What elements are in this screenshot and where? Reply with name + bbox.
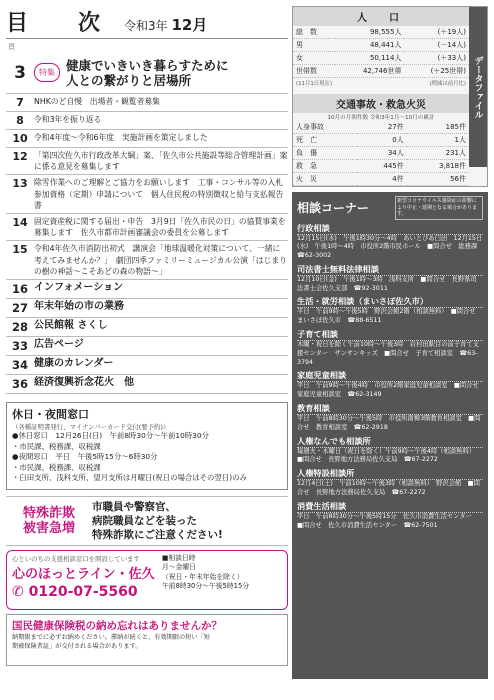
- tax-title: 国民健康保険税の納め忘れはありませんか？: [12, 619, 222, 632]
- toc-item-text: 広告ページ: [34, 339, 84, 351]
- toc-page-number: 33: [11, 339, 28, 354]
- holiday-line: ・市民課、税務課、収税課: [12, 441, 101, 451]
- hotline-phone[interactable]: ✆ 0120-07-5560: [12, 583, 138, 600]
- toc-item[interactable]: [6, 175, 288, 214]
- toc-item-text: NHKのど自慢 出場者・観覧者募集: [34, 97, 160, 106]
- holiday-line: ・市民課、税務課、収税課: [12, 462, 101, 472]
- toc-page-number: 8: [16, 114, 24, 127]
- toc-item-text: 固定資産税に関する届出・申告 3月9日「佐久市民の日」の協賛事業を募集します 佐久市都市計画審議会の委員を公募します: [34, 217, 286, 238]
- traffic-table: [293, 94, 469, 186]
- consultation-detail: 毎週火・木曜日（祝日を除く）午前9時～午後4時（相談無料） ■問合せ 長野地方法務局佐久支局 ☎67-2272: [297, 447, 479, 464]
- toc-item[interactable]: [6, 318, 288, 337]
- kokoro-hotline-box: [6, 550, 288, 610]
- consultation-heading: 人権特設相談所: [297, 468, 483, 480]
- consultation-heading: 家庭児童相談: [297, 370, 483, 382]
- toc-item-text: 年末年始の市の業務: [34, 301, 124, 313]
- toc-item-text: 令和3年を振り返る: [34, 115, 102, 124]
- data-file-box: [292, 6, 488, 187]
- toc-item-text: 令和4年佐久市消防出初式 講演会「地球温暖化対策について、一緒に考えてみませんか？」 劇団四季ファミリーミュージカル公演「はじまりの樹の神話～こそあどの森の物語～」: [34, 244, 287, 276]
- consultation-title: 相談コーナー: [297, 201, 370, 216]
- toc-item[interactable]: [6, 280, 288, 299]
- traffic-row: 火 災 4件 56件: [293, 173, 469, 186]
- traffic-title: 交通事故・救急火災: [293, 94, 469, 113]
- toc-page-number: 13: [12, 177, 28, 191]
- consultation-heading: 司法書士無料法律相談: [297, 264, 483, 276]
- consultation-detail: 平日 午前8時30分～午後5時15分 佐久市消費生活センター ■問合せ 佐久市消費生活センター ☎62-7501: [297, 512, 479, 529]
- consultation-heading: 行政相談: [297, 223, 483, 235]
- data-file-label: データファイル: [469, 7, 487, 167]
- toc-page-number: 36: [11, 377, 28, 392]
- toc-item[interactable]: [6, 241, 288, 280]
- feature-tag: 特集: [34, 63, 60, 82]
- toc-feature[interactable]: [6, 52, 288, 94]
- hotline-intro: 心といのちの支援相談窓口を開設しています: [12, 554, 140, 563]
- toc-item-text: 公民館報 さくし: [34, 320, 108, 332]
- toc-page-number: 34: [11, 358, 28, 373]
- consultation-corner: [292, 192, 488, 679]
- toc-item[interactable]: [6, 112, 288, 130]
- population-row: 男 48,441人 (－14人): [293, 39, 469, 52]
- traffic-row: 死 亡 0人 1人: [293, 134, 469, 147]
- consultation-heading: 消費生活相談: [297, 501, 483, 513]
- toc-item[interactable]: [6, 337, 288, 356]
- consultation-detail: 12月15日(水) 午後1時30分～4時 あいとぴあ臼田 12月15日(水) 午後1時～4時 市役所2階市民ホール ■問合せ 総務課 ☎62-3002: [297, 234, 484, 260]
- toc-page-number: 28: [11, 320, 28, 335]
- consultation-heading: 生活・就労相談（まいさぽ佐久市）: [297, 296, 483, 308]
- consultation-heading: 教育相談: [297, 403, 483, 415]
- hotline-name: 心のほっとライン・佐久: [12, 566, 155, 582]
- consultation-heading: 人権なんでも相談所: [297, 436, 483, 448]
- consultation-item: [297, 296, 483, 326]
- toc-item[interactable]: [6, 299, 288, 318]
- toc-page-number: 15: [12, 243, 28, 257]
- toc-page-number: 10: [12, 132, 28, 145]
- toc-page-number: 3: [14, 62, 26, 83]
- toc-item-text: インフォメーション: [34, 282, 124, 294]
- holiday-window-box: [6, 402, 288, 490]
- issue-label: 令和3年 12月: [124, 16, 208, 34]
- consultation-item: [297, 501, 483, 531]
- feature-title-line2: 人との繋がりと居場所: [66, 72, 192, 88]
- feature-title-line1: 健康でいきいき暮らすために: [66, 57, 229, 73]
- page-title: 目 次: [6, 11, 115, 36]
- toc-item[interactable]: [6, 130, 288, 148]
- consultation-item: [297, 468, 483, 498]
- traffic-subtitle: 10月の月間件数 令和3年1月～10月の累計: [327, 115, 435, 121]
- population-row: 総 数 98,555人 (＋19人): [293, 26, 469, 39]
- toc-item[interactable]: [6, 375, 288, 394]
- left-column: [6, 6, 288, 666]
- toc-item-text: 「第四次佐久市行政改革大綱」案、「佐久市公共施設等総合管理計画」案に係る意見を募集します: [34, 151, 288, 172]
- toc-item[interactable]: [6, 214, 288, 241]
- consultation-detail: 平日 午前9時～午後4時 市役所2階家庭児童相談室 ■問合せ 家庭児童相談室 ☎62-3149: [297, 382, 485, 399]
- tax-reminder: [6, 614, 288, 666]
- traffic-row: 救 急 445件 3,818件: [293, 160, 469, 173]
- toc-item-text: 経済復興祈念花火 他: [34, 377, 134, 389]
- population-date: (11月1日現在): [296, 81, 333, 87]
- population-table: [293, 7, 469, 88]
- tax-text: 納期限までに必ずお納めください。滞納が続くと、有効期限の短い「短期被保険者証」が交付される場合があります。: [12, 633, 210, 650]
- consultation-detail: 12月10日(金) 午後1時～3時 浅科支所 ■問合せ 長野県司法書士会佐久支部 ☎92-3011: [297, 275, 477, 292]
- consultation-detail: 平日 午前9時～午後5時 野沢会館2階（相談無料） ■問合せ まいさぽ佐久市 ☎88-6511: [297, 308, 482, 325]
- holiday-title: 休日・夜間窓口: [12, 408, 89, 422]
- population-row: 世帯数 42,746世帯 (＋25世帯): [293, 65, 469, 78]
- toc-page-number: 16: [11, 282, 28, 297]
- toc-page-number: 27: [11, 301, 28, 316]
- covid-note: 新型コロナウイルス感染症の影響により中止・延期となる場合があります。: [395, 196, 483, 220]
- consultation-item: [297, 264, 483, 294]
- toc-page-number: 12: [12, 150, 28, 163]
- consultation-item: [297, 223, 483, 261]
- population-row: 女 50,114人 (＋33人): [293, 52, 469, 65]
- toc-item-text: 除雪作業へのご理解とご協力をお願いします 工事・コンサル等の入札参加資格（定期）申請について 個人住民税の特別徴収と給与支払報告書: [34, 178, 284, 210]
- consultation-detail: 木曜・祝日を除く午前10時～午後3時 岩村田駅目の前子育て支援センター サンサンキッズ ■問合せ 子育て相談室 ☎63-3794: [297, 341, 480, 366]
- toc-item-text: 健康のカレンダー: [34, 358, 114, 370]
- right-column: [292, 6, 488, 679]
- population-note: (増減は前月比): [429, 81, 466, 87]
- holiday-line: ・臼田支所、浅科支所、望月支所は月曜日(祝日の場合はその翌日)のみ: [12, 473, 247, 483]
- traffic-row: 人身事故 27件 185件: [293, 121, 469, 134]
- fraud-warning: [6, 496, 288, 546]
- toc-item-text: 令和4年度～令和6年度 実施計画を策定しました: [34, 133, 208, 142]
- fraud-badge: 特殊詐欺 被害急増: [22, 505, 75, 536]
- holiday-line: ●夜間窓口 平日 午後5時15分～6時30分: [12, 452, 158, 462]
- toc-list: [6, 94, 288, 394]
- holiday-subtitle: （各種証明書発行、マイナンバーカード交付(要予約)）: [12, 423, 170, 432]
- consultation-heading: 子育て相談: [297, 329, 483, 341]
- fraud-message: 市職員や警察官、 病院職員などを装った 特殊詐欺にご注意ください!: [92, 500, 223, 541]
- consultation-detail: 12月4日(土) 午前10時～午後3時（相談無料） 野沢会館 ■問合せ 長野地方法務局佐久支局 ☎67-2272: [297, 480, 480, 497]
- toc-page-number: 7: [16, 96, 24, 109]
- toc-page-number: 14: [12, 216, 28, 230]
- traffic-row: 負 傷 34人 231人: [293, 147, 469, 160]
- page-column-header: 頁: [8, 43, 15, 51]
- consultation-item: [297, 329, 483, 367]
- holiday-line: ●休日窓口 12月26日(日) 午前8時30分～午前10時30分: [12, 431, 209, 441]
- toc-item[interactable]: [6, 94, 288, 112]
- toc-item[interactable]: [6, 148, 288, 175]
- consultation-detail: 平日 午前8時30分～午後5時 市役所南棟3階教育相談室 ■問合せ 教育相談室 ☎62-2918: [297, 415, 481, 431]
- toc-header: [6, 6, 288, 36]
- toc-item[interactable]: [6, 356, 288, 375]
- population-title: 人 口: [293, 7, 469, 26]
- consultation-item: [297, 370, 483, 400]
- hotline-hours: ■相談日時 月～金曜日 （祝日・年末年始を除く） 午前8時30分～午後5時15分: [162, 553, 250, 591]
- consultation-item: [297, 436, 483, 466]
- consultation-item: [297, 403, 483, 433]
